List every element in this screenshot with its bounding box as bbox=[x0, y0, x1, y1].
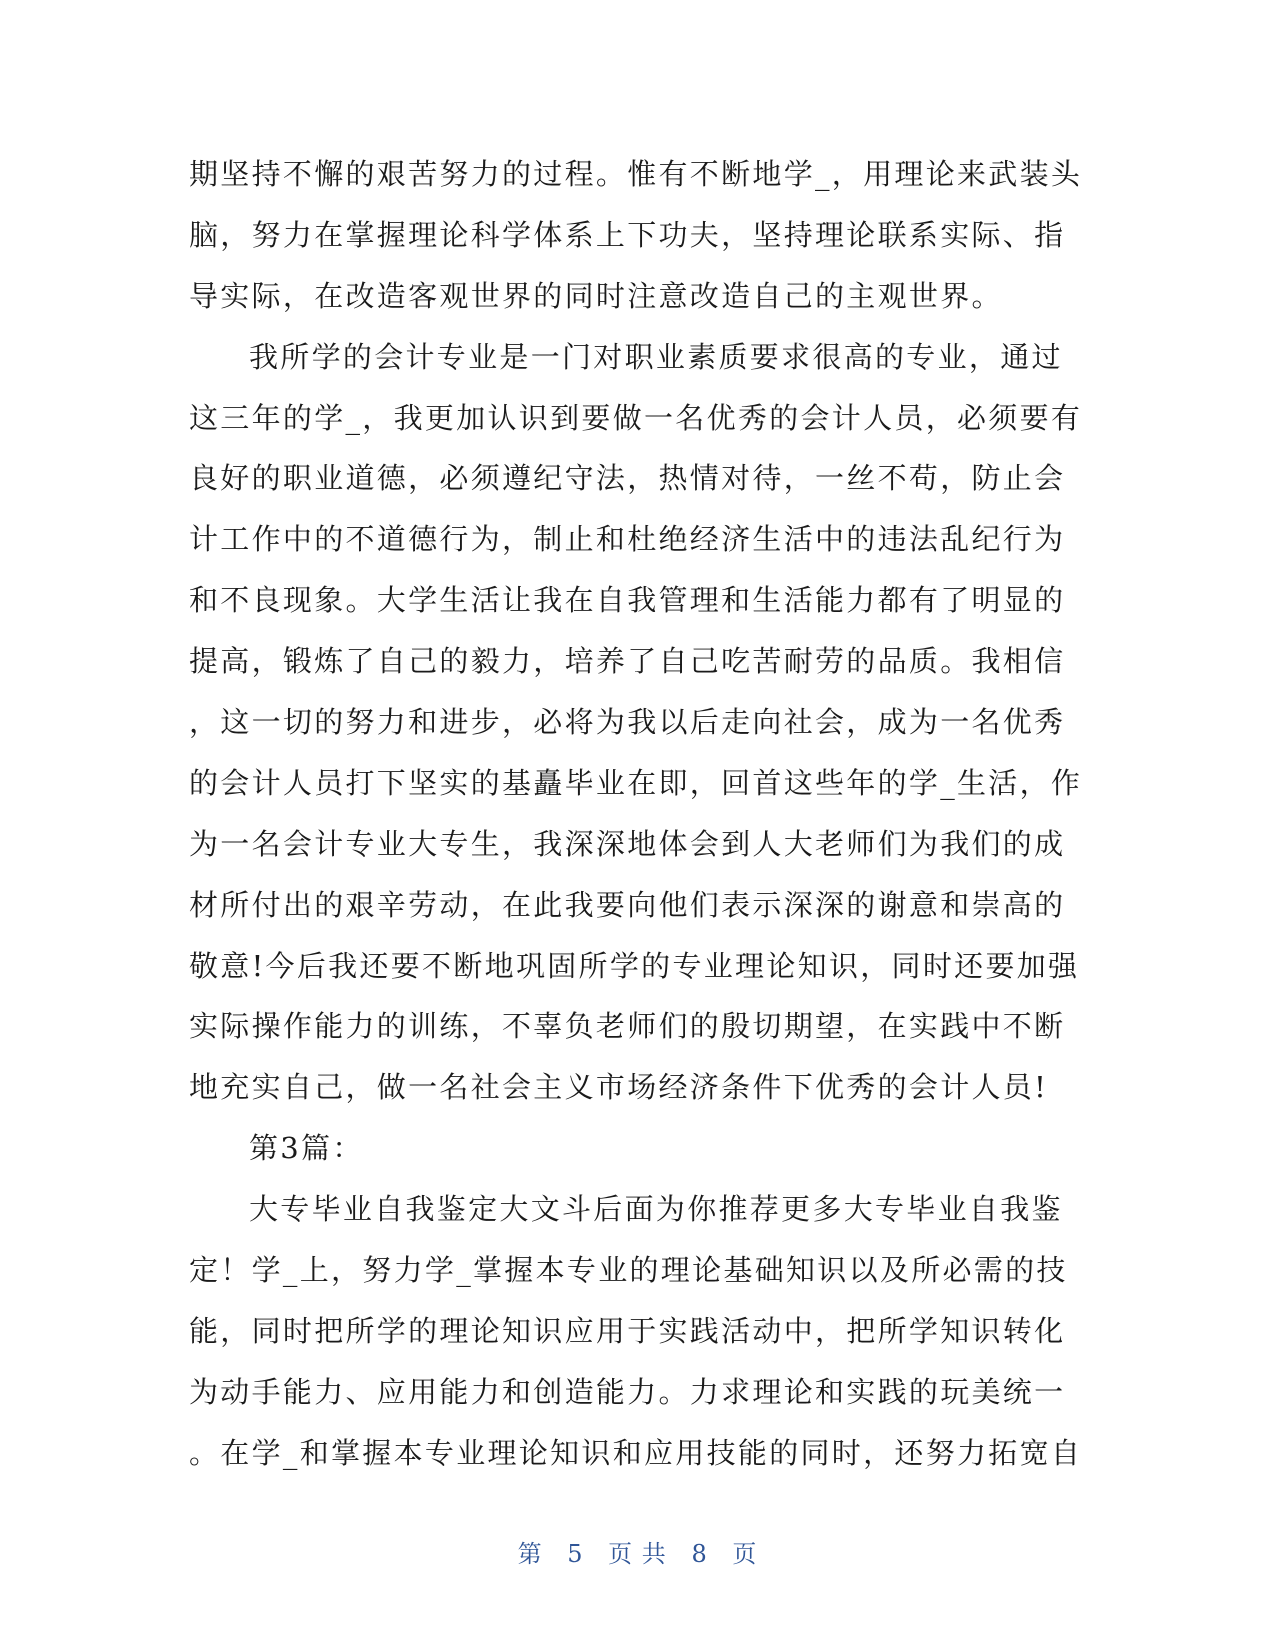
text-line: 能，同时把所学的理论知识应用于实践活动中，把所学知识转化 bbox=[189, 1313, 1066, 1348]
text-line: 敬意!今后我还要不断地巩固所学的专业理论知识，同时还要加强 bbox=[189, 948, 1080, 983]
text-line: 计工作中的不道德行为，制止和杜绝经济生活中的违法乱纪行为 bbox=[189, 522, 1066, 557]
paragraph-start-line: 大专毕业自我鉴定大文斗后面为你推荐更多大专毕业自我鉴 bbox=[249, 1192, 1063, 1227]
text-line: 为动手能力、应用能力和创造能力。力求理论和实践的玩美统一 bbox=[189, 1374, 1066, 1409]
text-line: 和不良现象。大学生活让我在自我管理和生活能力都有了明显的 bbox=[189, 583, 1066, 618]
text-line: 材所付出的艰辛劳动，在此我要向他们表示深深的谢意和崇高的 bbox=[189, 887, 1066, 922]
text-line: 定！学_上，努力学_掌握本专业的理论基础知识以及所必需的技 bbox=[189, 1253, 1068, 1288]
current-page-number: 5 bbox=[567, 1540, 584, 1568]
body-text bbox=[189, 144, 1089, 1484]
page-number-footer bbox=[0, 1534, 1275, 1569]
footer-prefix: 第 bbox=[517, 1540, 543, 1568]
text-line: 。在学_和掌握本专业理论知识和应用技能的同时，还努力拓宽自 bbox=[189, 1435, 1083, 1470]
text-line: 脑，努力在掌握理论科学体系上下功夫，坚持理论联系实际、指 bbox=[189, 217, 1066, 252]
total-page-number: 8 bbox=[691, 1540, 708, 1568]
paragraph-start-line: 我所学的会计专业是一门对职业素质要求很高的专业，通过 bbox=[249, 339, 1063, 374]
section-heading: 第3篇： bbox=[249, 1131, 364, 1166]
text-line: ，这一切的努力和进步，必将为我以后走向社会，成为一名优秀 bbox=[189, 705, 1066, 740]
text-line: 这三年的学_，我更加认识到要做一名优秀的会计人员，必须要有 bbox=[189, 400, 1083, 435]
text-line: 的会计人员打下坚实的基矗毕业在即，回首这些年的学_生活，作 bbox=[189, 765, 1083, 800]
footer-suffix: 页 bbox=[732, 1540, 758, 1568]
text-line: 导实际，在改造客观世界的同时注意改造自己的主观世界。 bbox=[189, 278, 1003, 313]
text-line: 提高，锻炼了自己的毅力，培养了自己吃苦耐劳的品质。我相信 bbox=[189, 644, 1066, 679]
text-line: 良好的职业道德，必须遵纪守法，热情对待，一丝不苟，防止会 bbox=[189, 461, 1066, 496]
text-line: 为一名会计专业大专生，我深深地体会到人大老师们为我们的成 bbox=[189, 826, 1066, 861]
text-line: 地充实自己，做一名社会主义市场经济条件下优秀的会计人员! bbox=[189, 1070, 1049, 1105]
text-line: 期坚持不懈的艰苦努力的过程。惟有不断地学_，用理论来武装头 bbox=[189, 157, 1083, 191]
text-line: 实际操作能力的训练，不辜负老师们的殷切期望，在实践中不断 bbox=[189, 1009, 1066, 1044]
footer-middle: 页 共 bbox=[608, 1540, 667, 1568]
